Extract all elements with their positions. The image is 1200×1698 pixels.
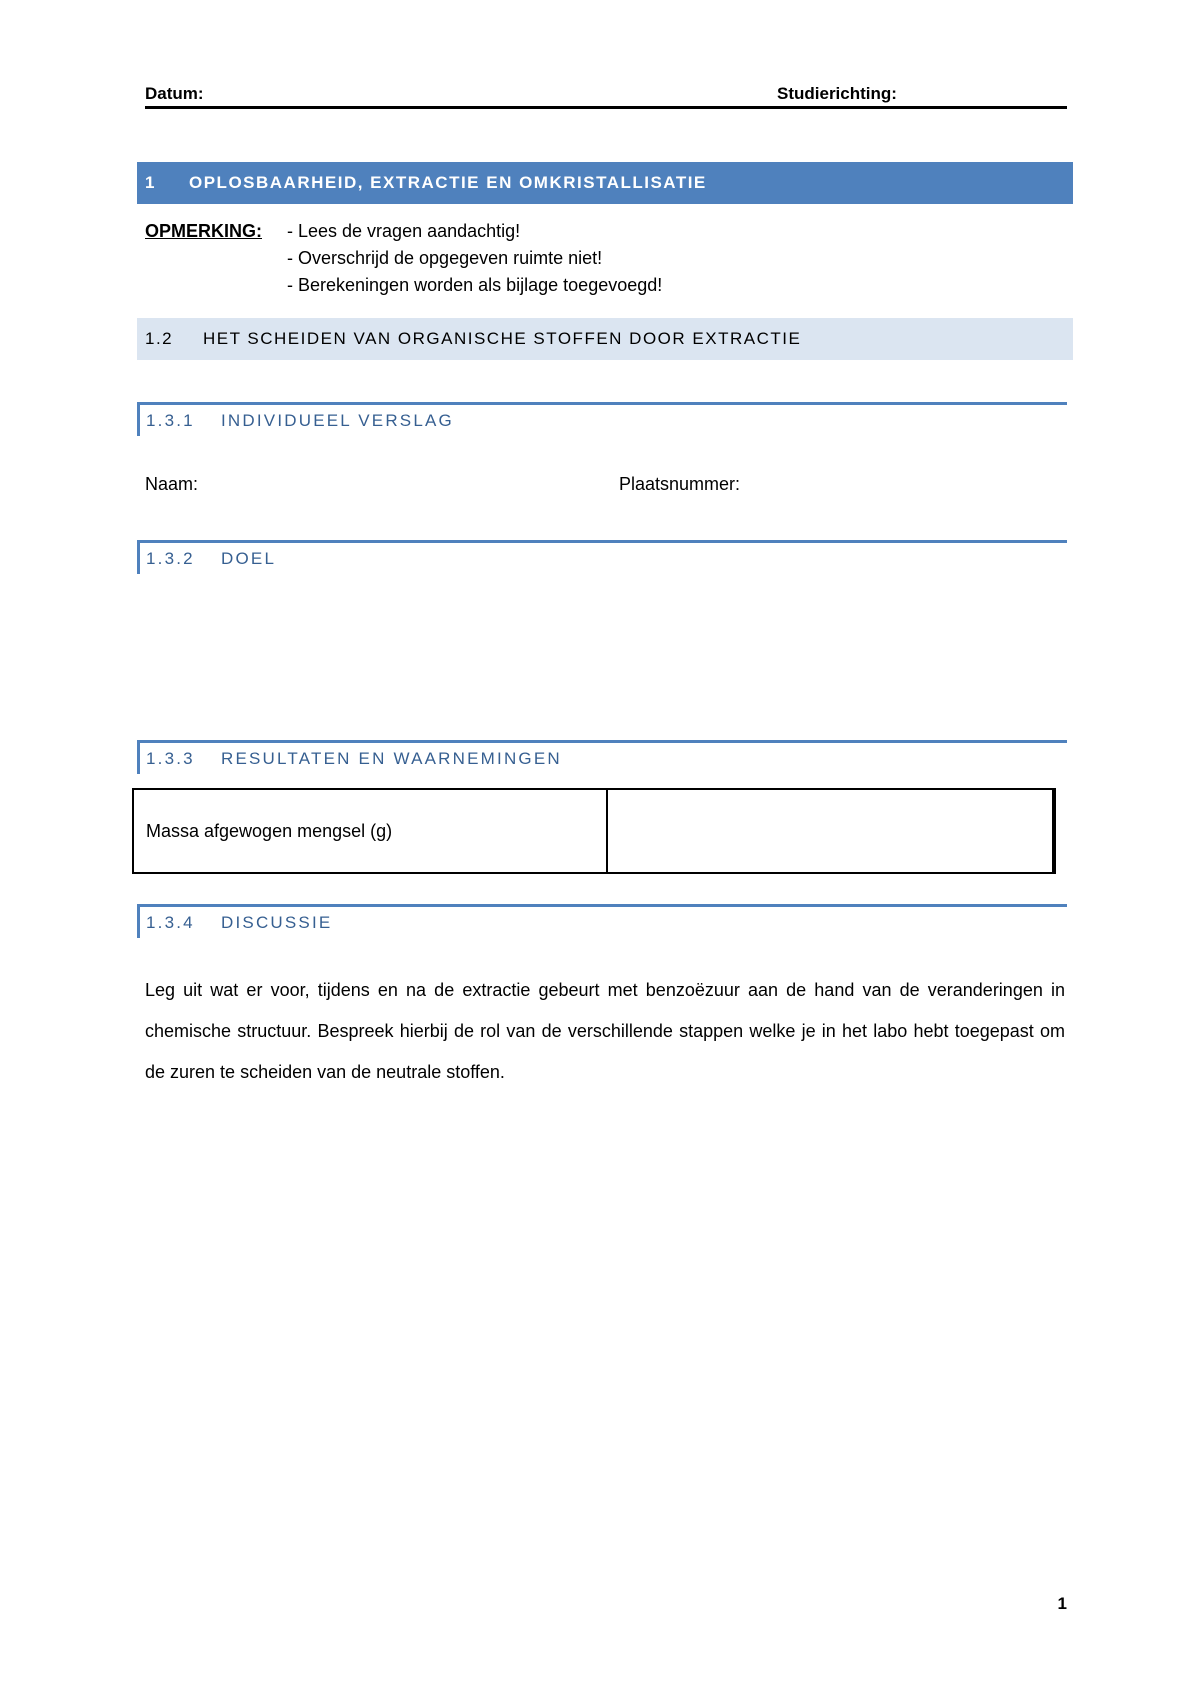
results-table: [132, 788, 1056, 874]
section-heading-resultaten: [137, 740, 1067, 774]
section-heading-individueel: [137, 402, 1067, 436]
remark-list: [287, 218, 662, 299]
section-heading-2: [137, 318, 1073, 360]
section-number: 1.3.1: [146, 410, 195, 430]
section-title: OPLOSBAARHEID, EXTRACTIE EN OMKRISTALLISATIE: [189, 173, 707, 192]
page-number: 1: [1057, 1594, 1067, 1613]
table-cell-value[interactable]: [608, 790, 1054, 872]
remark-item: - Berekeningen worden als bijlage toegevoegd!: [287, 275, 663, 295]
table-cell-label: Massa afgewogen mengsel (g): [134, 790, 608, 872]
name-label: Naam:: [145, 474, 199, 494]
remark-item: - Overschrijd de opgegeven ruimte niet!: [287, 248, 603, 268]
section-heading-discussie: [137, 904, 1067, 938]
remark-label: OPMERKING:: [145, 221, 262, 241]
remark-item: - Lees de vragen aandachtig!: [287, 221, 521, 241]
seat-number-label: Plaatsnummer:: [619, 474, 741, 494]
study-program-label: Studierichting:: [777, 84, 897, 103]
date-label: Datum:: [145, 84, 204, 103]
discussion-paragraph: Leg uit wat er voor, tijdens en na de extractie gebeurt met benzoëzuur aan de hand van de veranderingen in chemische structuur. Bespreek hierbij de rol van de verschillende stappen welke je in het labo hebt toegepast om de zuren te scheiden van de neutrale stoffen.: [145, 980, 1065, 1082]
section-number: 1: [145, 173, 156, 192]
section-title: DOEL: [221, 548, 277, 568]
section-number: 1.3.2: [146, 548, 195, 568]
section-number: 1.3.4: [146, 912, 195, 932]
section-heading-doel: [137, 540, 1067, 574]
section-title: INDIVIDUEEL VERSLAG: [221, 410, 454, 430]
header-rule: [145, 106, 1067, 109]
section-number: 1.2: [145, 329, 174, 348]
section-number: 1.3.3: [146, 748, 195, 768]
section-title: RESULTATEN EN WAARNEMINGEN: [221, 748, 562, 768]
section-title: HET SCHEIDEN VAN ORGANISCHE STOFFEN DOOR EXTRACTIE: [203, 329, 802, 348]
section-title: DISCUSSIE: [221, 912, 333, 932]
section-heading-1: [137, 162, 1073, 204]
